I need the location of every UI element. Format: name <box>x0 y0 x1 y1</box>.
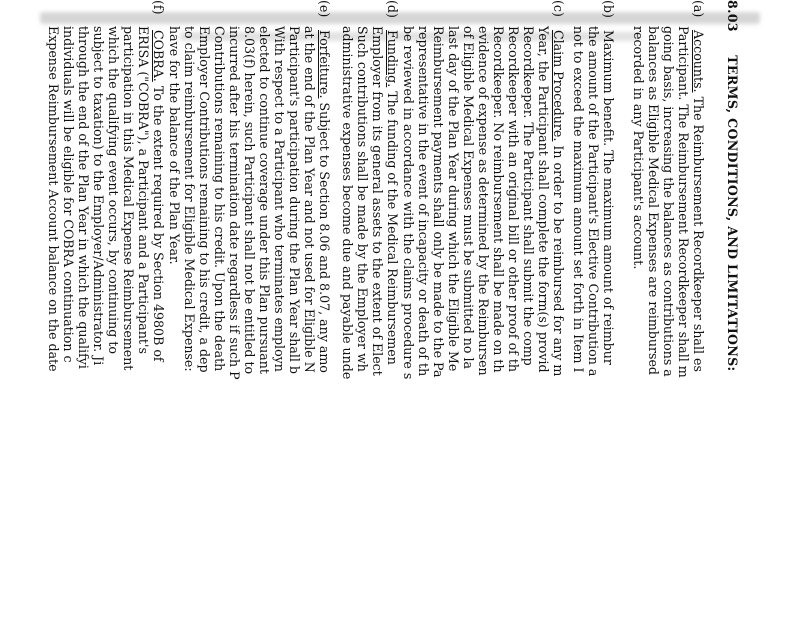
item-c <box>401 0 566 379</box>
item-e-line-6: 8.03(f) herein, such Participant shall not be entitled to <box>242 26 257 375</box>
item-e-line-8: Contributions remaining to his credit. Upon the death <box>212 26 227 372</box>
item-a-line-5: recorded in any Participant's account. <box>631 26 646 270</box>
item-d-heading: Funding. <box>385 30 400 88</box>
item-b <box>571 0 616 376</box>
item-a-line-2: Participant. The Reimbursement Recordkeeper shall m <box>676 26 691 378</box>
item-d-line-3: Such contributions shall be made by the Employer wh <box>355 26 370 372</box>
item-a-line-3: going basis, increasing the balances as contributions a <box>661 26 676 377</box>
item-c-line-9: Reimbursement payments shall only be made to the Pa <box>431 26 446 378</box>
item-c-line-5: Recordkeeper. No reimbursement shall be made on th <box>491 26 506 373</box>
item-f-line-2: ERISA ("COBRA"), a Participant and a Participant's <box>136 26 151 354</box>
item-c-line-10: representative in the event of incapacity or death of th <box>416 26 431 377</box>
item-f-mark: (f) <box>151 0 166 15</box>
item-e-line-1: Subject to Section 8.06 and 8.07, any amo <box>317 102 332 373</box>
item-c-line-8: last day of the Plan Year during which the Eligible Me <box>446 26 461 372</box>
item-d-line-4: administrative expenses become due and payable unde <box>340 26 355 380</box>
item-e-line-2: at the end of the Plan Year and not used for Eligible N <box>302 26 317 373</box>
item-e-line-4: With respect to a Participant who terminates employn <box>272 26 287 372</box>
section-title: TERMS, CONDITIONS, AND LIMITATIONS: <box>725 55 740 372</box>
item-e-mark: (e) <box>317 0 332 18</box>
item-c-heading: Claim Procedure. <box>551 30 566 142</box>
item-d-line-1: The funding of the Medical Reimbursemen <box>385 91 400 365</box>
item-e-line-3: Participant's participation during the Plan Year shall b <box>287 26 302 374</box>
item-c-line-11: be reviewed in accordance with the claims procedure s <box>401 26 416 380</box>
item-d-line-2: Employer from its general assets to the extent of Elect <box>370 26 385 376</box>
item-b-line-1: Maximum benefit. The maximum amount of reimbur <box>601 30 616 365</box>
item-b-mark: (b) <box>601 0 616 18</box>
item-c-line-7: of Eligible Medical Expenses must be submitted no la <box>461 26 476 370</box>
item-a-line-1: The Reimbursement Recordkeeper shall es <box>691 96 706 372</box>
item-c-mark: (c) <box>551 0 566 17</box>
item-c-line-6: evidence of expense as determined by the Reimbursen <box>476 26 491 376</box>
item-e-heading: Forfeiture. <box>317 30 332 99</box>
item-e-line-9: Employer Contributions remaining to his credit, a dep <box>197 26 212 373</box>
section-number: 8.03 <box>725 0 740 32</box>
item-b-line-2: the amount of the Participant's Elective Contribution a <box>586 26 601 377</box>
item-f-line-8: Expense Reimbursement Account balance on the date <box>46 26 61 372</box>
item-e-line-11: have for the balance of the Plan Year. <box>167 26 182 265</box>
item-a-line-4: balances as Eligible Medical Expenses are reimbursed <box>646 26 661 375</box>
item-f-heading: COBRA. <box>151 30 166 82</box>
item-a-heading: Accounts. <box>691 30 706 93</box>
item-f <box>46 0 166 372</box>
item-d <box>340 0 400 379</box>
item-b-line-3: not to exceed the maximum amount set forth in Item I <box>571 26 586 373</box>
item-a <box>631 0 706 378</box>
item-e <box>167 0 332 380</box>
item-c-line-4: Recordkeeper with an original bill or other proof of th <box>506 26 521 373</box>
item-f-line-4: which the qualifying event occurs, by continuing to <box>106 26 121 354</box>
item-e-line-7: incurred after his termination date regardless if such P <box>227 26 242 380</box>
item-f-line-6: through the end of the Plan Year in which the qualifyi <box>76 26 91 369</box>
item-f-line-3: participation in this Medical Expense Reimbursement <box>121 26 136 371</box>
section-heading <box>725 0 740 371</box>
item-e-line-10: to claim reimbursement for Eligible Medical Expense: <box>182 26 197 372</box>
item-a-mark: (a) <box>691 0 706 18</box>
item-e-line-5: elected to continue coverage under this Plan pursuant <box>257 26 272 374</box>
item-c-line-3: Recordkeeper. The Participant shall submit the comp <box>521 26 536 366</box>
item-f-line-7: individuals will be eligible for COBRA continuation c <box>61 26 76 363</box>
item-c-line-2: Year, the Participant shall complete the form(s) provid <box>536 26 551 373</box>
item-c-line-1: In order to be reimbursed for any m <box>551 145 566 377</box>
item-f-line-5: subject to taxation) to the Employer/Administrator. Ji <box>91 26 106 366</box>
item-d-mark: (d) <box>385 0 400 18</box>
item-f-line-1: To the extent required by Section 4980B of <box>151 85 166 362</box>
